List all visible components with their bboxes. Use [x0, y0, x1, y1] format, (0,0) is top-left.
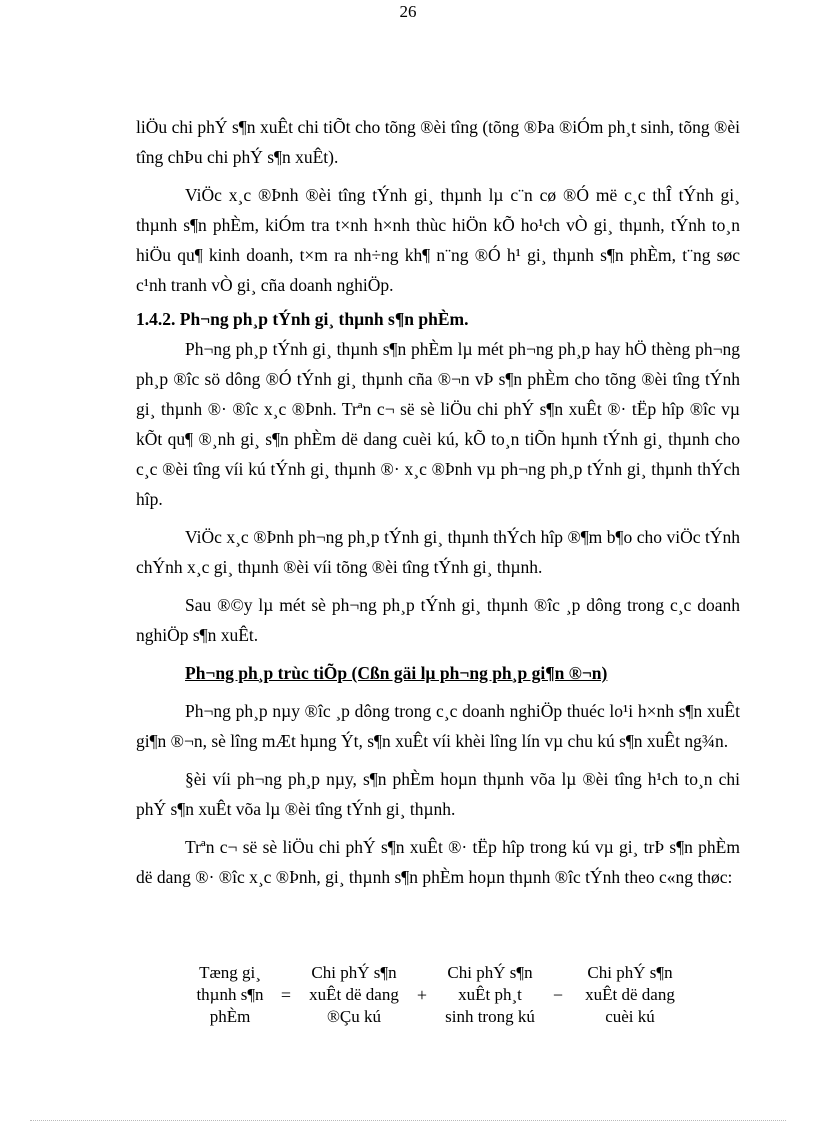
formula-total-line: thµnh s¶n	[196, 985, 264, 1004]
formula-closing-wip	[570, 962, 690, 1028]
paragraph-direct-method-scope: Ph¬ng ph¸p nµy ®îc ¸p dông trong c¸c doanh nghiÖp thuéc lo¹i h×nh s¶n xuÊt gi¶n ®¬n, sè lîng mÆt hµng Ýt, s¶n xuÊt víi khèi lîng lín vµ chu kú s¶n xuÊt ng¾n.	[136, 701, 740, 751]
paragraph-method-intro: Sau ®©y lµ mét sè ph¬ng ph¸p tÝnh gi¸ thµnh ®îc ¸p dông trong c¸c doanh nghiÖp s¶n xuÊt.	[136, 595, 740, 645]
formula-opening-wip	[298, 962, 410, 1028]
paragraph-formula-intro: Trªn c¬ së sè liÖu chi phÝ s¶n xuÊt ®· tËp hîp trong kú vµ gi¸ trÞ s¶n phÈm dë dang ®· ®îc x¸c ®Þnh, gi¸ thµnh s¶n phÈm hoµn thµnh ®îc tÝnh theo c«ng thøc:	[136, 837, 740, 887]
formula-closing-line: cuèi kú	[605, 1007, 655, 1026]
formula-total-cost	[186, 962, 274, 1028]
paragraph-continuation: liÖu chi phÝ s¶n xuÊt chi tiÕt cho tõng ®èi tîng (tõng ®Þa ®iÓm ph¸t sinh, tõng ®èi tîng chÞu chi phÝ s¶n xuÊt).	[136, 117, 740, 167]
paragraph-method-choice: ViÖc x¸c ®Þnh ph¬ng ph¸p tÝnh gi¸ thµnh thÝch hîp ®¶m b¶o cho viÖc tÝnh chÝnh x¸c gi¸ thµnh ®èi víi tõng ®èi tîng tÝnh gi¸ thµnh.	[136, 527, 740, 577]
formula-opening-line: ®Çu kú	[326, 1007, 381, 1026]
page-bottom-divider	[30, 1120, 786, 1121]
formula-closing-line: Chi phÝ s¶n	[587, 963, 673, 982]
page-number: 26	[399, 2, 417, 21]
formula-incurred-line: Chi phÝ s¶n	[447, 963, 533, 982]
formula-total-line: Tæng gi¸	[199, 963, 261, 982]
section-heading-1-4-2: 1.4.2. Ph¬ng ph¸p tÝnh gi¸ thµnh s¶n phÈm.	[136, 309, 469, 329]
minus-sign: −	[552, 985, 564, 1005]
equals-sign: =	[280, 985, 292, 1005]
plus-sign: +	[416, 985, 428, 1005]
formula-incurred-cost	[434, 962, 546, 1028]
formula-incurred-line: sinh trong kú	[445, 1007, 535, 1026]
paragraph-direct-method-object: §èi víi ph¬ng ph¸p nµy, s¶n phÈm hoµn thµnh võa lµ ®èi tîng h¹ch to¸n chi phÝ s¶n xuÊt võa lµ ®èi tîng tÝnh gi¸ thµnh.	[136, 769, 740, 819]
formula-closing-line: xuÊt dë dang	[585, 985, 675, 1004]
direct-method-heading: Ph¬ng ph¸p trùc tiÕp (Cßn gäi lµ ph¬ng ph¸p gi¶n ®¬n)	[185, 663, 608, 683]
formula-opening-line: xuÊt dë dang	[309, 985, 399, 1004]
paragraph-costing-object: ViÖc x¸c ®Þnh ®èi tîng tÝnh gi¸ thµnh lµ c¨n cø ®Ó më c¸c thÎ tÝnh gi¸ thµnh s¶n phÈm, kiÓm tra t×nh h×nh thùc hiÖn kÕ ho¹ch vÒ gi¸ thµnh, tÝnh to¸n hiÖu qu¶ kinh doanh, t×m ra nh÷ng kh¶ n¨ng ®Ó h¹ gi¸ thµnh s¶n phÈm, t¨ng søc c¹nh tranh vÒ gi¸ cña doanh nghiÖp.	[136, 185, 740, 295]
formula-total-line: phÈm	[209, 1007, 251, 1026]
formula-opening-line: Chi phÝ s¶n	[311, 963, 397, 982]
cost-formula	[186, 962, 690, 1028]
formula-incurred-line: xuÊt ph¸t	[458, 985, 522, 1004]
paragraph-method-definition: Ph¬ng ph¸p tÝnh gi¸ thµnh s¶n phÈm lµ mét ph¬ng ph¸p hay hÖ thèng ph¬ng ph¸p ®îc sö dông ®Ó tÝnh gi¸ thµnh cña ®¬n vÞ s¶n phÈm cho tõng ®èi tîng tÝnh gi¸ thµnh ®· ®îc x¸c ®Þnh. Trªn c¬ së sè liÖu chi phÝ s¶n xuÊt ®· tËp hîp ®îc vµ kÕt qu¶ ®¸nh gi¸ s¶n phÈm dë dang cuèi kú, kÕ to¸n tiÕn hµnh tÝnh gi¸ thµnh cho c¸c ®èi tîng víi kú tÝnh gi¸ thµnh ®· x¸c ®Þnh vµ ph¬ng ph¸p tÝnh gi¸ thµnh thÝch hîp.	[136, 339, 740, 509]
document-body	[136, 112, 740, 892]
